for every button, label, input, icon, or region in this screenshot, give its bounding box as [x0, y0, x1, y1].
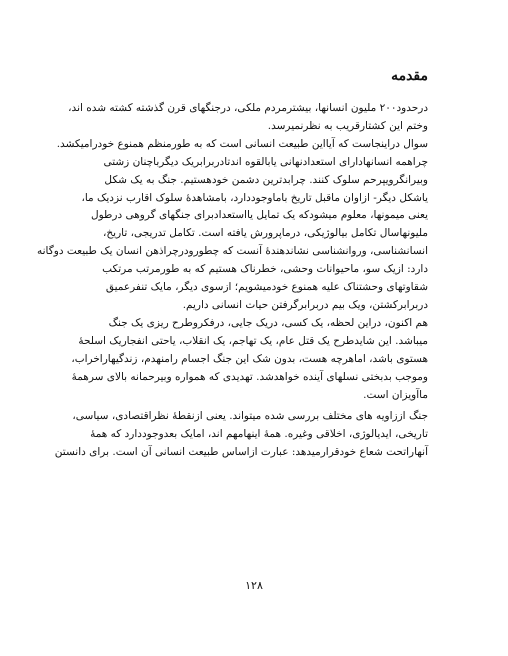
text-line: وبیرانگرویپرحم سلوک کنند. چرابدترین دشمن خودهستیم. جنگ به یک شکل: [104, 173, 428, 186]
paragraph: [54, 408, 428, 462]
text-line: وموجب بدبختی نسلهای آینده خواهدشد. تهدیدی که همواره وبیرحمانه بالای سرهمهٔ: [71, 370, 428, 383]
text-line: ملیونهاسال تکامل بیالوژیکی، درماپرورش یافته است. تکامل تدریجی، تاریخ،: [103, 227, 428, 240]
text-line: میباشد. این شایدطرح یک قتل عام، یک تهاجم، یک انقلاب، یاحتی انفجاریک اسلحهٔ: [78, 334, 428, 347]
text-line: هم اکنون، دراین لحظه، یک کسی، دریک جایی، درفکروطرح ریزی یک جنگ: [108, 316, 428, 329]
text-line: یعنی میمونها، معلوم میشودکه یک تمایل یااستعدادبرای جنگهای گروهی درطول: [91, 209, 428, 222]
text-line: شقاوتهای وحشتناک علیه همنوع خودمیشویم؛ ازسوی دیگر، مایک تنفرعمیق: [105, 281, 428, 294]
paragraph: [68, 100, 428, 136]
text-line: سوال دراینجاست که آیااین طبیعت انسانی است که به طورمنظم همنوع خودرامیکشد.: [56, 137, 428, 150]
text-line: جنگ اززاویه های مختلف بررسی شده میتواند. یعنی ازنقطهٔ نظراقتصادی، سیاسی،: [72, 410, 428, 423]
text-line: انسانشناسی، وروانشناسی نشاندهندهٔ آنست که چطورودرچراذهن انسان یک طبیعت دوگانه: [37, 245, 428, 258]
page-number: ۱۲۸: [245, 579, 263, 592]
paragraph: [71, 315, 428, 405]
paragraph: [37, 136, 428, 315]
text-line: درحدود۲۰۰ ملیون انسانها، بیشترمردم ملکی، درجنگهای قرن گذشته کشته شده اند،: [68, 102, 428, 114]
text-line: وختم این کشتارقریب به نظرنمیرسد.: [267, 119, 428, 132]
section-heading: مقدمه: [391, 68, 428, 84]
text-line: آنهاراتحت شعاع خودقرارمیدهد: عبارت ازاساس طبیعت انسانی آن است. برای دانستن: [54, 446, 428, 459]
text-line: یاشکل دیگر- ازاوان ماقبل تاریخ باماوجوددارد، بامشاهدهٔ سلوک اقارب نزدیک ما،: [81, 191, 428, 204]
text-line: چراهمه انسانهادارای استعدادنهانی یابالقوه اندتادربرابریک دیگرباچنان زشتی: [103, 155, 428, 168]
text-line: دربرابرکشتن، ویک بیم دربرابرگرفتن حیات انسانی داریم.: [182, 298, 428, 311]
text-line: دارد: ازیک سو، ماحیوانات وحشی، خطرناک هستیم که به طورمرتب مرتکب: [102, 263, 428, 276]
text-line: ماآویزان است.: [363, 388, 428, 401]
body-text: [37, 100, 428, 462]
text-line: تاریخی، ایدیالوژی، اخلاقی وغیره. همهٔ اینهامهم اند، امایک بعدوجوددارد که همهٔ: [90, 428, 428, 441]
text-line: هستوی باشد، اماهرچه هست، بدون شک این جنگ اجسام رامنهدم، زندگیهاراخراب،: [71, 352, 428, 365]
